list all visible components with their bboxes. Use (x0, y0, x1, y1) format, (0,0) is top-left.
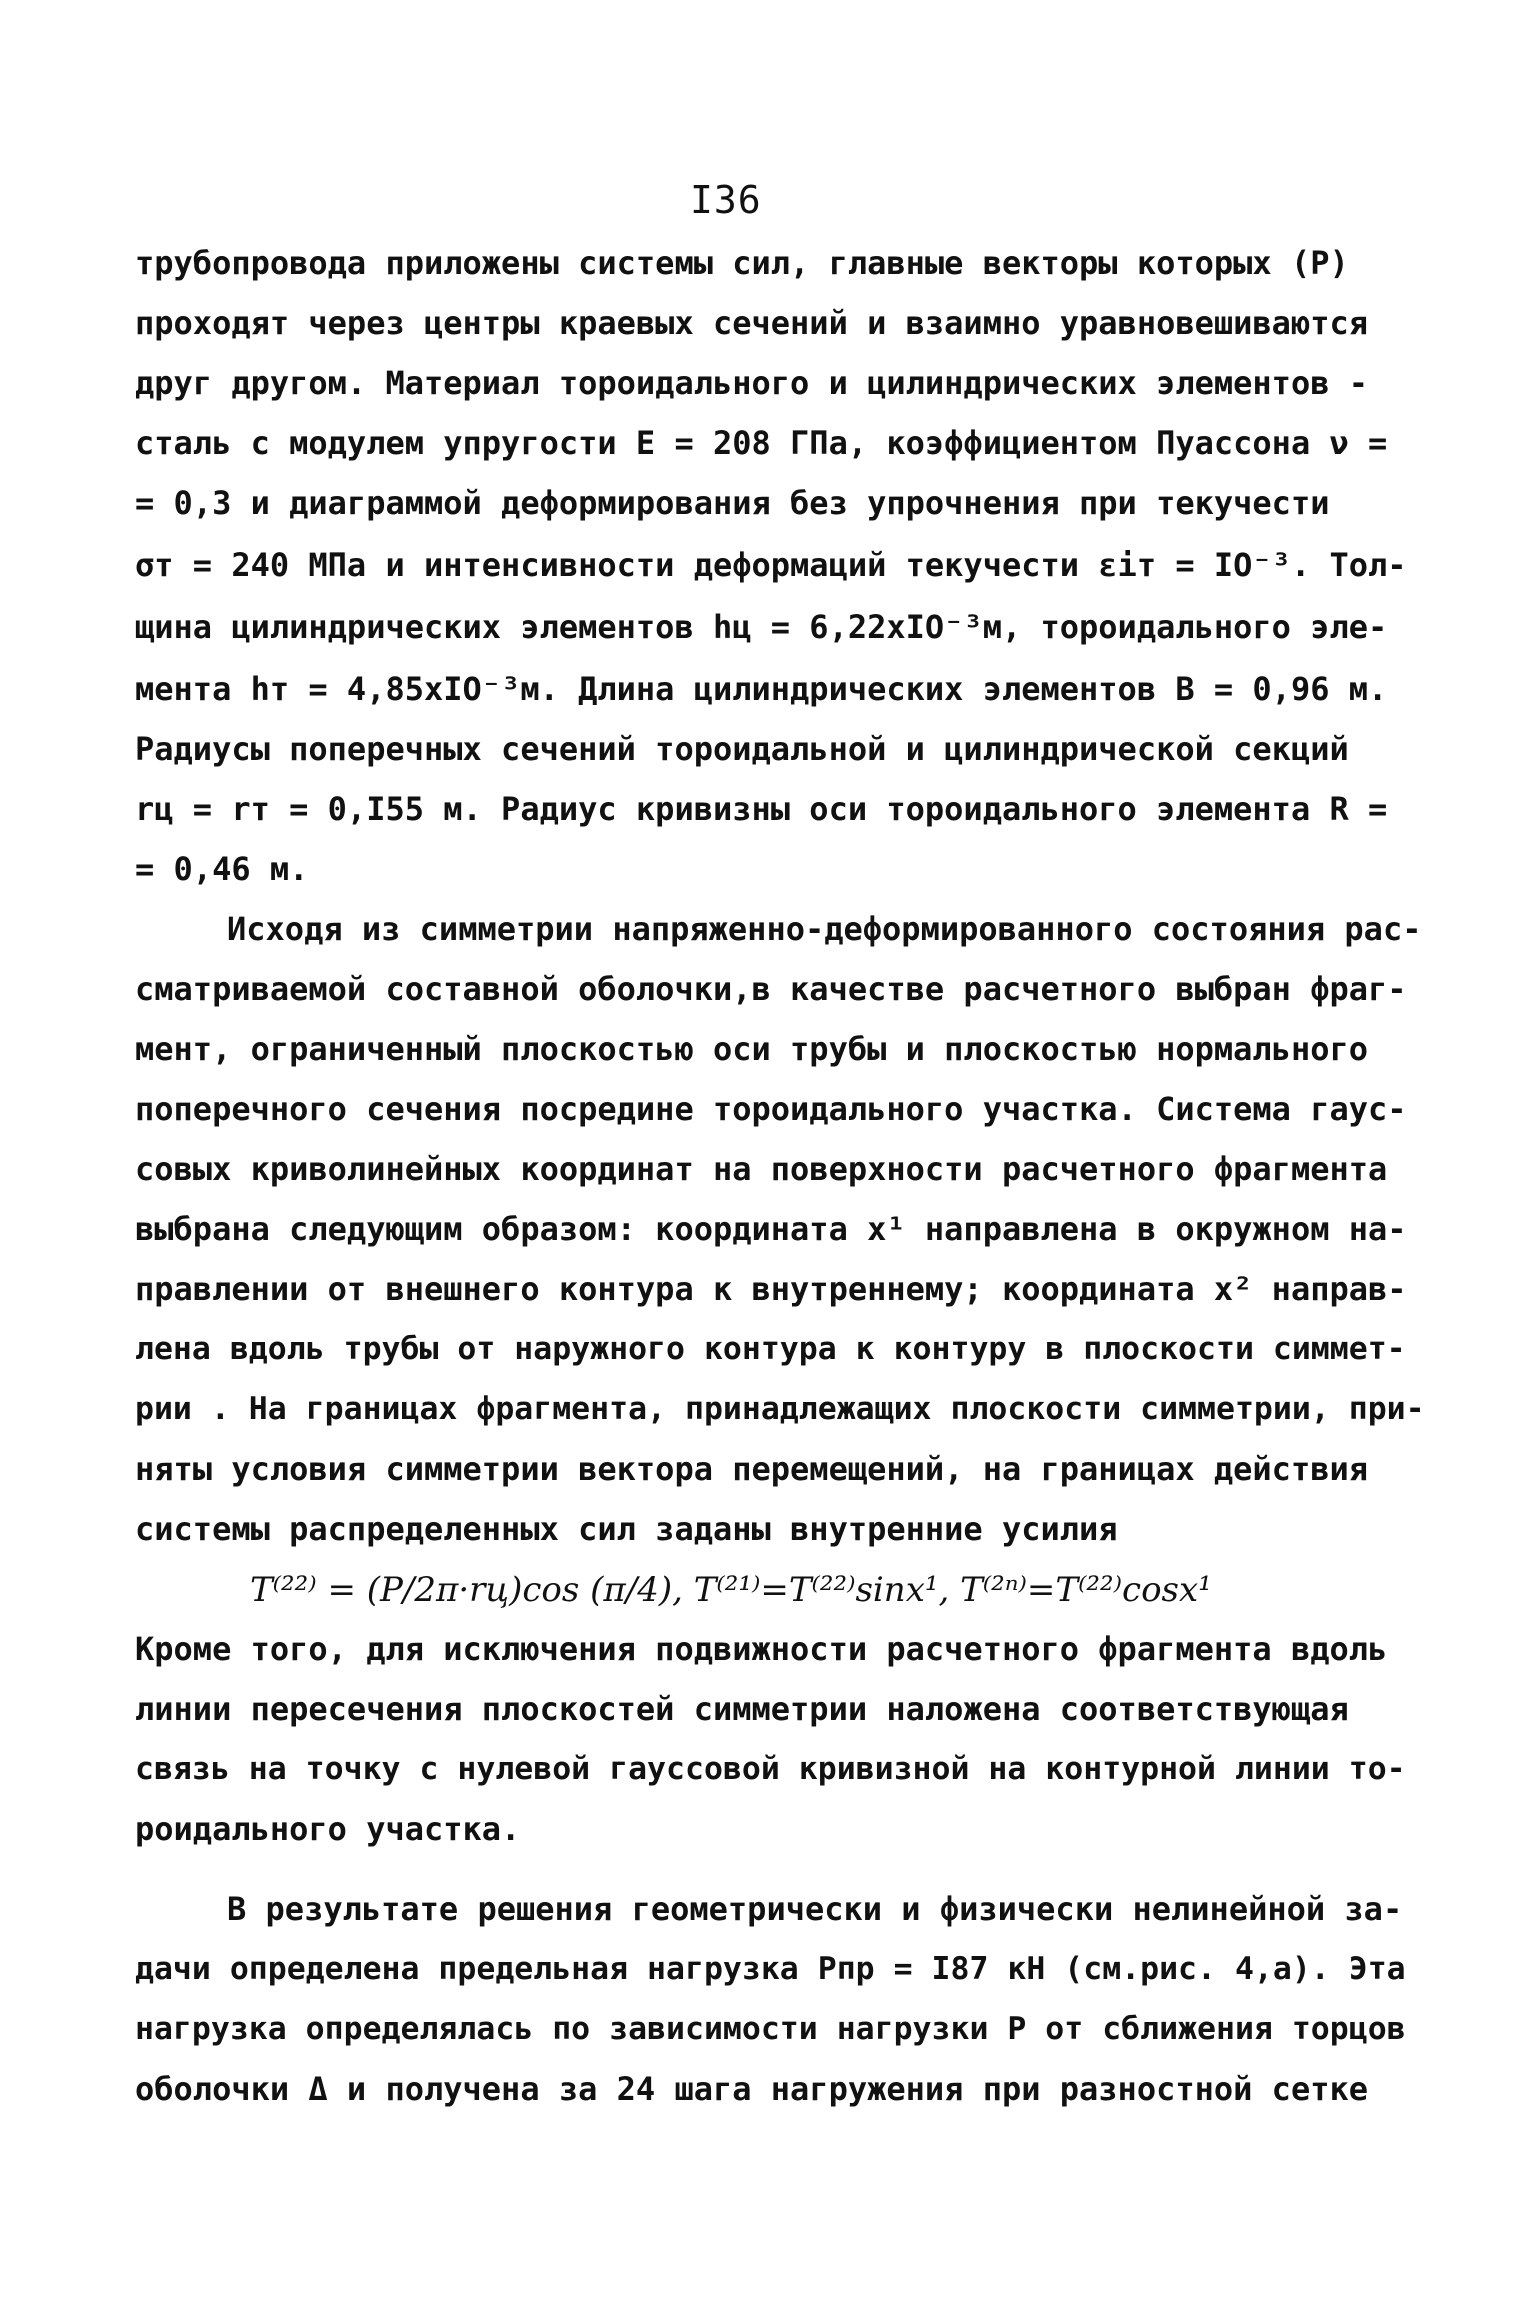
text-line: нагрузка определялась по зависимости нагрузки Р от сближения торцов (135, 2011, 1406, 2047)
text-line: σт = 240 МПа и интенсивности деформаций текучести εiт = IO⁻³. Тол- (135, 546, 1407, 584)
text-line: няты условия симметрии вектора перемещений, на границах действия (135, 1450, 1368, 1488)
text-line: оболочки Δ и получена за 24 шага нагружения при разностной сетке (135, 2070, 1368, 2108)
text-line: rц = rт = 0,I55 м. Радиус кривизны оси тороидального элемента R = (135, 790, 1388, 828)
text-line: сматриваемой составной оболочки,в качестве расчетного выбран фраг- (135, 970, 1407, 1008)
text-line: связь на точку с нулевой гауссовой кривизной на контурной линии то- (135, 1751, 1406, 1787)
text-line: лена вдоль трубы от наружного контура к контуру в плоскости симмет- (135, 1331, 1406, 1367)
boundary-forces-formula: T⁽²²⁾ = (P/2π·rц)cos (π/4), T⁽²¹⁾=T⁽²²⁾sinx¹, T⁽²ⁿ⁾=T⁽²²⁾cosx¹ (250, 1570, 1212, 1610)
text-line: щина цилиндрических элементов hц = 6,22xIO⁻³м, тороидального эле- (135, 608, 1388, 646)
text-line: выбрана следующим образом: координата x¹ направлена в окружном на- (135, 1210, 1407, 1248)
page-number: I36 (690, 178, 762, 222)
text-line: трубопровода приложены системы сил, главные векторы которых (Р) (135, 244, 1349, 282)
text-line: поперечного сечения посредине тороидального участка. Система гаус- (135, 1090, 1407, 1128)
text-line: друг другом. Материал тороидального и цилиндрических элементов - (135, 364, 1368, 402)
text-line: системы распределенных сил заданы внутренние усилия (135, 1510, 1118, 1548)
text-line: Радиусы поперечных сечений тороидальной и цилиндрической секций (135, 730, 1349, 768)
paragraph-first-line: В результате решения геометрически и физически нелинейной за- (227, 1890, 1403, 1928)
text-line: линии пересечения плоскостей симметрии наложена соответствующая (135, 1690, 1349, 1728)
text-line: правлении от внешнего контура к внутреннему; координата x² направ- (135, 1270, 1407, 1308)
text-line: = 0,3 и диаграммой деформирования без упрочнения при текучести (135, 484, 1330, 522)
text-line: сталь с модулем упругости Е = 208 ГПа, коэффициентом Пуассона ν = (135, 424, 1388, 462)
text-line: рии . На границах фрагмента, принадлежащих плоскости симметрии, при- (135, 1391, 1425, 1427)
paragraph-first-line: Исходя из симметрии напряженно-деформированного состояния рас- (227, 910, 1422, 948)
text-line: мента hт = 4,85xIO⁻³м. Длина цилиндрических элементов В = 0,96 м. (135, 670, 1388, 708)
text-line: проходят через центры краевых сечений и взаимно уравновешиваются (135, 304, 1368, 342)
text-line: дачи определена предельная нагрузка Рпр = I87 кН (см.рис. 4,а). Эта (135, 1951, 1406, 1987)
text-line: роидального участка. (135, 1810, 521, 1848)
text-line: совых криволинейных координат на поверхности расчетного фрагмента (135, 1150, 1388, 1188)
text-line: = 0,46 м. (135, 850, 309, 888)
text-line: мент, ограниченный плоскостью оси трубы и плоскостью нормального (135, 1030, 1368, 1068)
text-line: Кроме того, для исключения подвижности расчетного фрагмента вдоль (135, 1630, 1388, 1668)
